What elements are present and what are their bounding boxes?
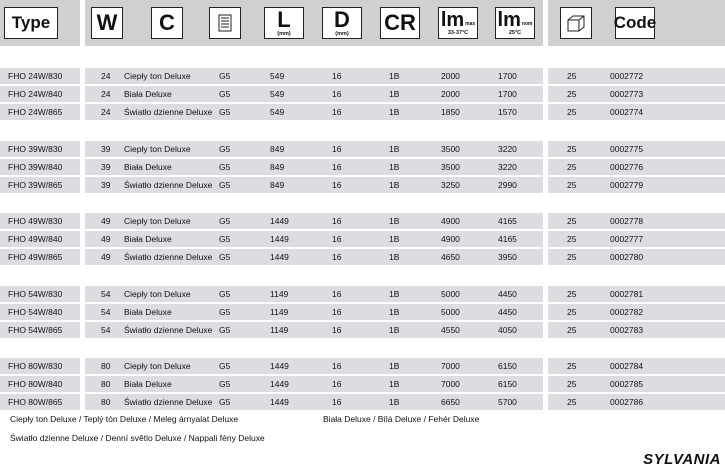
cell-cr: 1B	[389, 216, 400, 226]
header-c: C	[151, 7, 183, 39]
cell-code: 0002785	[610, 379, 644, 389]
cell-lm-max: 5000	[441, 307, 460, 317]
cell-lm-nom: 4450	[498, 289, 517, 299]
cell-pack: 25	[567, 397, 577, 407]
cell-color: Biała Deluxe	[124, 162, 172, 172]
cell-lm-max: 7000	[441, 379, 460, 389]
cell-lm-max: 1850	[441, 107, 460, 117]
cell-watt: 80	[101, 397, 111, 407]
cell-cr: 1B	[389, 234, 400, 244]
cell-diameter: 16	[332, 107, 342, 117]
cell-type: FHO 39W/865	[8, 180, 63, 190]
row-gap	[543, 213, 548, 229]
header-code: Code	[615, 7, 655, 39]
cell-code: 0002776	[610, 162, 644, 172]
cell-cr: 1B	[389, 379, 400, 389]
cell-pack: 25	[567, 252, 577, 262]
cell-base: G5	[219, 307, 231, 317]
cell-watt: 24	[101, 107, 111, 117]
cell-pack: 25	[567, 379, 577, 389]
row-gap	[80, 322, 85, 338]
row-gap	[543, 86, 548, 102]
cell-length: 549	[270, 107, 285, 117]
cell-lm-max: 3500	[441, 162, 460, 172]
header-pack	[560, 7, 592, 39]
table-row	[0, 358, 725, 374]
cell-base: G5	[219, 252, 231, 262]
cell-base: G5	[219, 180, 231, 190]
row-gap	[80, 394, 85, 410]
cell-diameter: 16	[332, 162, 342, 172]
cell-diameter: 16	[332, 234, 342, 244]
cell-pack: 25	[567, 325, 577, 335]
cell-color: Biała Deluxe	[124, 234, 172, 244]
cell-diameter: 16	[332, 289, 342, 299]
cell-length: 1449	[270, 234, 289, 244]
cell-pack: 25	[567, 361, 577, 371]
row-gap	[543, 376, 548, 392]
row-gap	[80, 104, 85, 120]
cell-lm-max: 6650	[441, 397, 460, 407]
cell-type: FHO 80W/830	[8, 361, 63, 371]
cell-code: 0002784	[610, 361, 644, 371]
cell-diameter: 16	[332, 252, 342, 262]
cell-length: 1449	[270, 252, 289, 262]
cell-code: 0002772	[610, 71, 644, 81]
cell-pack: 25	[567, 234, 577, 244]
table-row	[0, 231, 725, 247]
cell-diameter: 16	[332, 379, 342, 389]
row-gap	[543, 358, 548, 374]
cell-length: 849	[270, 162, 285, 172]
cell-lm-nom: 1570	[498, 107, 517, 117]
cell-lm-nom: 4165	[498, 216, 517, 226]
cell-cr: 1B	[389, 325, 400, 335]
cell-diameter: 16	[332, 397, 342, 407]
cell-lm-max: 2000	[441, 89, 460, 99]
row-gap	[543, 304, 548, 320]
cell-type: FHO 49W/865	[8, 252, 63, 262]
cell-code: 0002779	[610, 180, 644, 190]
row-gap	[543, 159, 548, 175]
cell-code: 0002780	[610, 252, 644, 262]
table-row	[0, 286, 725, 302]
cell-lm-nom: 4165	[498, 234, 517, 244]
cell-watt: 24	[101, 89, 111, 99]
cell-watt: 39	[101, 162, 111, 172]
cell-diameter: 16	[332, 307, 342, 317]
table-row	[0, 394, 725, 410]
table-row	[0, 68, 725, 84]
brand-logo: SYLVANIA	[643, 451, 721, 468]
row-gap	[543, 231, 548, 247]
table-row	[0, 304, 725, 320]
cell-watt: 49	[101, 216, 111, 226]
cell-length: 1149	[270, 325, 289, 335]
cell-base: G5	[219, 397, 231, 407]
row-gap	[543, 177, 548, 193]
cell-type: FHO 39W/830	[8, 144, 63, 154]
cell-code: 0002783	[610, 325, 644, 335]
cell-length: 849	[270, 144, 285, 154]
row-gap	[80, 304, 85, 320]
cell-length: 549	[270, 71, 285, 81]
cell-base: G5	[219, 289, 231, 299]
header-lm-max: lm max 33-37°C	[438, 7, 478, 39]
cell-color: Biała Deluxe	[124, 307, 172, 317]
note-warm: Ciepły ton Deluxe / Teplý tón Deluxe / Meleg árnyalat Deluxe	[10, 414, 239, 424]
header-lm-nom: lm nom 25°C	[495, 7, 535, 39]
cell-type: FHO 54W/830	[8, 289, 63, 299]
cell-diameter: 16	[332, 89, 342, 99]
header-type: Type	[4, 7, 58, 39]
table-row	[0, 249, 725, 265]
cell-lm-nom: 3220	[498, 162, 517, 172]
cell-lm-max: 2000	[441, 71, 460, 81]
header-base	[209, 7, 241, 39]
row-gap	[80, 86, 85, 102]
cell-watt: 49	[101, 252, 111, 262]
table-row	[0, 104, 725, 120]
cell-base: G5	[219, 107, 231, 117]
cell-pack: 25	[567, 216, 577, 226]
cell-color: Światło dzienne Deluxe	[124, 252, 213, 262]
cell-type: FHO 80W/840	[8, 379, 63, 389]
cell-watt: 54	[101, 325, 111, 335]
lamp-base-icon	[218, 14, 232, 32]
cell-diameter: 16	[332, 216, 342, 226]
cell-code: 0002778	[610, 216, 644, 226]
row-gap	[80, 177, 85, 193]
cell-cr: 1B	[389, 89, 400, 99]
table-row	[0, 141, 725, 157]
row-gap	[80, 231, 85, 247]
cell-type: FHO 24W/830	[8, 71, 63, 81]
cell-watt: 80	[101, 379, 111, 389]
row-gap	[80, 249, 85, 265]
row-gap	[543, 322, 548, 338]
table-row	[0, 376, 725, 392]
cell-lm-max: 7000	[441, 361, 460, 371]
cell-pack: 25	[567, 89, 577, 99]
cell-lm-max: 3500	[441, 144, 460, 154]
row-gap	[80, 213, 85, 229]
row-gap	[80, 68, 85, 84]
cell-pack: 25	[567, 180, 577, 190]
cell-cr: 1B	[389, 180, 400, 190]
cell-base: G5	[219, 162, 231, 172]
cell-watt: 80	[101, 361, 111, 371]
cell-code: 0002782	[610, 307, 644, 317]
cell-lm-max: 4550	[441, 325, 460, 335]
row-gap	[543, 104, 548, 120]
cell-lm-nom: 4050	[498, 325, 517, 335]
cell-pack: 25	[567, 144, 577, 154]
cell-lm-max: 4900	[441, 234, 460, 244]
cell-lm-nom: 2990	[498, 180, 517, 190]
cell-base: G5	[219, 144, 231, 154]
cell-length: 1449	[270, 397, 289, 407]
cell-cr: 1B	[389, 144, 400, 154]
cell-lm-nom: 6150	[498, 361, 517, 371]
cell-length: 1449	[270, 361, 289, 371]
cell-cr: 1B	[389, 71, 400, 81]
cell-color: Biała Deluxe	[124, 379, 172, 389]
cell-color: Ciepły ton Deluxe	[124, 216, 191, 226]
table-row	[0, 213, 725, 229]
cell-pack: 25	[567, 107, 577, 117]
cell-lm-nom: 3950	[498, 252, 517, 262]
cell-base: G5	[219, 361, 231, 371]
cell-pack: 25	[567, 71, 577, 81]
cell-length: 849	[270, 180, 285, 190]
row-gap	[80, 159, 85, 175]
row-gap	[543, 249, 548, 265]
cell-watt: 24	[101, 71, 111, 81]
table-row	[0, 177, 725, 193]
cell-type: FHO 24W/865	[8, 107, 63, 117]
cell-watt: 39	[101, 180, 111, 190]
cell-type: FHO 39W/840	[8, 162, 63, 172]
note-daylight: Światło dzienne Deluxe / Denní světlo Deluxe / Nappali fény Deluxe	[10, 433, 265, 443]
cell-lm-max: 4900	[441, 216, 460, 226]
cell-pack: 25	[567, 307, 577, 317]
cell-base: G5	[219, 216, 231, 226]
cell-color: Ciepły ton Deluxe	[124, 71, 191, 81]
cell-base: G5	[219, 379, 231, 389]
cell-color: Ciepły ton Deluxe	[124, 289, 191, 299]
cell-base: G5	[219, 325, 231, 335]
cell-code: 0002775	[610, 144, 644, 154]
cell-type: FHO 49W/830	[8, 216, 63, 226]
row-gap	[543, 141, 548, 157]
cell-lm-nom: 4450	[498, 307, 517, 317]
cell-code: 0002774	[610, 107, 644, 117]
cell-lm-max: 4650	[441, 252, 460, 262]
header-d: D (mm)	[322, 7, 362, 39]
cell-base: G5	[219, 71, 231, 81]
row-gap	[543, 286, 548, 302]
cell-code: 0002781	[610, 289, 644, 299]
cell-length: 1149	[270, 289, 289, 299]
cell-code: 0002773	[610, 89, 644, 99]
cell-watt: 54	[101, 289, 111, 299]
cell-pack: 25	[567, 162, 577, 172]
row-gap	[543, 68, 548, 84]
cell-watt: 49	[101, 234, 111, 244]
header-l: L (mm)	[264, 7, 304, 39]
cell-color: Światło dzienne Deluxe	[124, 107, 213, 117]
cell-pack: 25	[567, 289, 577, 299]
cell-lm-nom: 1700	[498, 89, 517, 99]
cell-lm-nom: 5700	[498, 397, 517, 407]
table-row	[0, 159, 725, 175]
cell-type: FHO 24W/840	[8, 89, 63, 99]
cell-type: FHO 54W/865	[8, 325, 63, 335]
cell-lm-max: 3250	[441, 180, 460, 190]
cell-watt: 54	[101, 307, 111, 317]
cell-length: 549	[270, 89, 285, 99]
cell-length: 1449	[270, 379, 289, 389]
cell-color: Światło dzienne Deluxe	[124, 397, 213, 407]
cell-length: 1449	[270, 216, 289, 226]
cell-type: FHO 49W/840	[8, 234, 63, 244]
cell-diameter: 16	[332, 325, 342, 335]
note-white: Biała Deluxe / Bílá Deluxe / Fehér Deluxe	[323, 414, 480, 424]
cell-code: 0002786	[610, 397, 644, 407]
cell-cr: 1B	[389, 361, 400, 371]
cell-cr: 1B	[389, 397, 400, 407]
cell-diameter: 16	[332, 180, 342, 190]
cell-lm-max: 5000	[441, 289, 460, 299]
cell-diameter: 16	[332, 361, 342, 371]
cell-color: Światło dzienne Deluxe	[124, 180, 213, 190]
cell-base: G5	[219, 89, 231, 99]
header-cr: CR	[380, 7, 420, 39]
cell-watt: 39	[101, 144, 111, 154]
cell-lm-nom: 6150	[498, 379, 517, 389]
cell-type: FHO 54W/840	[8, 307, 63, 317]
table-row	[0, 322, 725, 338]
cell-cr: 1B	[389, 107, 400, 117]
cell-diameter: 16	[332, 144, 342, 154]
row-gap	[80, 286, 85, 302]
row-gap	[80, 376, 85, 392]
cell-cr: 1B	[389, 162, 400, 172]
cell-cr: 1B	[389, 252, 400, 262]
cell-cr: 1B	[389, 289, 400, 299]
cell-lm-nom: 3220	[498, 144, 517, 154]
cell-color: Ciepły ton Deluxe	[124, 361, 191, 371]
cell-type: FHO 80W/865	[8, 397, 63, 407]
package-box-icon	[566, 14, 586, 32]
cell-cr: 1B	[389, 307, 400, 317]
header-w: W	[91, 7, 123, 39]
table-row	[0, 86, 725, 102]
cell-diameter: 16	[332, 71, 342, 81]
row-gap	[543, 394, 548, 410]
cell-color: Ciepły ton Deluxe	[124, 144, 191, 154]
row-gap	[80, 358, 85, 374]
cell-base: G5	[219, 234, 231, 244]
cell-length: 1149	[270, 307, 289, 317]
cell-code: 0002777	[610, 234, 644, 244]
cell-color: Światło dzienne Deluxe	[124, 325, 213, 335]
cell-color: Biała Deluxe	[124, 89, 172, 99]
row-gap	[80, 141, 85, 157]
cell-lm-nom: 1700	[498, 71, 517, 81]
